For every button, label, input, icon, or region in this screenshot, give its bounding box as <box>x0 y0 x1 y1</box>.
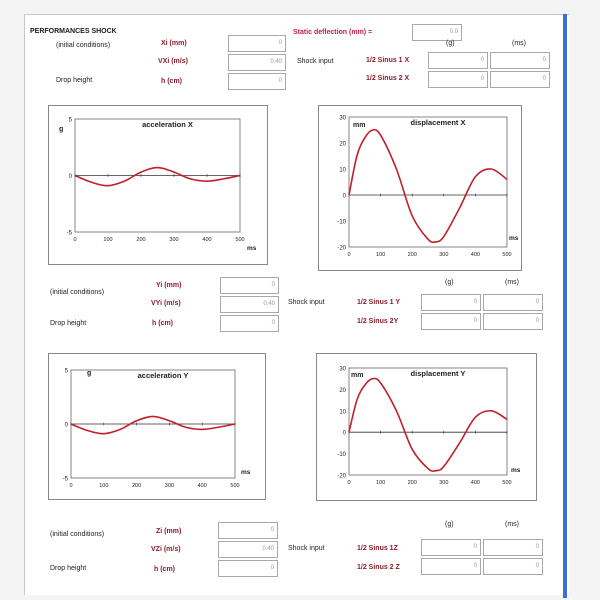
y-tick-label: 10 <box>339 409 346 416</box>
shock2-g-input[interactable]: 0 <box>421 313 481 330</box>
y-tick-label: -20 <box>337 473 346 480</box>
x-tick-label: 300 <box>439 480 449 486</box>
displacement-x-chart <box>319 106 521 270</box>
y-tick-label: 30 <box>339 366 346 373</box>
vxi-input[interactable]: 0.40 <box>228 54 286 71</box>
xi-input[interactable]: 0 <box>228 35 286 52</box>
vxi-param-label: VXi (m/s) <box>158 58 188 65</box>
zi-input[interactable]: 0 <box>218 522 278 539</box>
x-tick-label: 300 <box>439 252 449 258</box>
x-axis-label: ms <box>247 245 257 252</box>
plot-area <box>349 368 507 475</box>
initial-conditions-label: (initial conditions) <box>50 531 105 538</box>
shock-input-label: Shock input <box>288 299 325 306</box>
y-tick-label: 20 <box>339 141 346 148</box>
yi-input[interactable]: 0 <box>220 277 279 294</box>
shock1-ms-input[interactable]: 0 <box>490 52 550 69</box>
chart-title: displacement Y <box>410 369 466 378</box>
y-tick-label: 5 <box>64 368 68 375</box>
shock1-g-input[interactable]: 0 <box>421 539 481 556</box>
x-tick-label: 400 <box>470 480 480 486</box>
zi-param-label: Zi (mm) <box>156 528 182 535</box>
vzi-input[interactable]: 0.40 <box>218 541 278 558</box>
yi-param-label: Yi (mm) <box>156 282 182 289</box>
y-tick-label: 30 <box>339 115 346 122</box>
y-tick-label: 0 <box>342 430 346 437</box>
y-tick-label: 10 <box>339 167 346 174</box>
initial-conditions-label: (initial conditions) <box>56 42 111 49</box>
y-tick-label: 5 <box>68 117 72 124</box>
acceleration-y-chart <box>49 354 265 499</box>
page-title: PERFORMANCES SHOCK <box>30 28 117 35</box>
shock1-g-input[interactable]: 0 <box>428 52 488 69</box>
y-tick-label: 0 <box>64 422 68 429</box>
shock2-ms-input[interactable]: 0 <box>483 313 543 330</box>
unit-g-label: (g) <box>446 40 455 47</box>
y-tick-label: 0 <box>68 174 72 180</box>
x-tick-label: 100 <box>376 252 386 258</box>
blue-border-line <box>563 14 567 598</box>
h-input[interactable]: 0 <box>218 560 278 577</box>
x-tick-label: 300 <box>164 483 174 489</box>
chart-title: acceleration X <box>142 120 193 129</box>
unit-ms-label: (ms) <box>512 40 526 47</box>
acceleration-x-chart-panel <box>48 105 268 265</box>
y-axis-label: g <box>59 126 64 133</box>
h-param-label: h (cm) <box>152 320 173 327</box>
x-tick-label: 500 <box>230 483 240 489</box>
x-tick-label: 100 <box>376 480 386 486</box>
acceleration-y-chart-panel <box>48 353 266 500</box>
x-axis-label: ms <box>509 235 519 242</box>
y-tick-label: -20 <box>337 245 346 252</box>
x-tick-label: 400 <box>202 237 212 243</box>
shock2-ms-input[interactable]: 0 <box>483 558 543 575</box>
shock1-label: 1/2 Sinus 1Z <box>357 545 398 552</box>
shock1-label: 1/2 Sinus 1 Y <box>357 299 401 306</box>
unit-ms-label: (ms) <box>505 279 519 286</box>
y-tick-label: -5 <box>62 476 68 483</box>
y-axis-label: g <box>87 370 92 377</box>
shock2-g-input[interactable]: 0 <box>421 558 481 575</box>
displacement-x-chart-panel <box>318 105 522 271</box>
y-tick-label: -10 <box>337 219 346 226</box>
x-tick-label: 0 <box>69 483 73 489</box>
x-axis-label: ms <box>511 467 521 474</box>
x-axis-label: ms <box>241 469 251 476</box>
shock2-label: 1/2 Sinus 2 Z <box>357 564 400 571</box>
static-deflection-label: Static deflection (mm) = <box>293 29 373 36</box>
y-axis-label: mm <box>353 122 366 129</box>
drop-height-label: Drop height <box>50 565 87 572</box>
y-axis-label: mm <box>351 372 364 379</box>
shock2-label: 1/2 Sinus 2 X <box>366 75 410 82</box>
y-tick-label: 0 <box>342 193 346 200</box>
plot-area <box>349 117 507 247</box>
vyi-param-label: VYi (m/s) <box>151 300 181 307</box>
h-input[interactable]: 0 <box>220 315 279 332</box>
static-deflection-input[interactable]: 0.0 <box>412 24 462 41</box>
chart-title: acceleration Y <box>137 371 189 380</box>
x-tick-label: 500 <box>502 480 512 486</box>
x-tick-label: 0 <box>347 480 351 486</box>
x-tick-label: 200 <box>407 252 417 258</box>
shock1-label: 1/2 Sinus 1 X <box>366 57 410 64</box>
x-tick-label: 200 <box>136 237 146 243</box>
shock1-g-input[interactable]: 0 <box>421 294 481 311</box>
xi-param-label: Xi (mm) <box>161 40 187 47</box>
y-tick-label: 20 <box>339 387 346 394</box>
x-tick-label: 0 <box>347 252 351 258</box>
shock2-label: 1/2 Sinus 2Y <box>357 318 399 325</box>
unit-g-label: (g) <box>445 279 454 286</box>
vyi-input[interactable]: 0.40 <box>220 296 279 313</box>
h-param-label: h (cm) <box>154 566 175 573</box>
x-tick-label: 300 <box>169 237 179 243</box>
acceleration-x-chart <box>49 106 267 264</box>
x-tick-label: 0 <box>73 237 77 243</box>
h-input[interactable]: 0 <box>228 73 286 90</box>
y-tick-label: -5 <box>66 230 72 237</box>
unit-g-label: (g) <box>445 521 454 528</box>
unit-ms-label: (ms) <box>505 521 519 528</box>
initial-conditions-label: (initial conditions) <box>50 289 105 296</box>
shock2-ms-input[interactable]: 0 <box>490 71 550 88</box>
shock1-ms-input[interactable]: 0 <box>483 539 543 556</box>
x-tick-label: 100 <box>99 483 109 489</box>
x-tick-label: 200 <box>132 483 142 489</box>
y-tick-label: -10 <box>337 452 346 459</box>
x-tick-label: 400 <box>197 483 207 489</box>
displacement-y-chart <box>317 354 536 500</box>
shock-input-label: Shock input <box>297 58 334 65</box>
h-param-label: h (cm) <box>161 78 182 85</box>
x-tick-label: 200 <box>407 480 417 486</box>
chart-title: displacement X <box>410 118 466 127</box>
x-tick-label: 500 <box>235 237 245 243</box>
drop-height-label: Drop height <box>56 77 93 84</box>
shock1-ms-input[interactable]: 0 <box>483 294 543 311</box>
vzi-param-label: VZi (m/s) <box>151 546 181 553</box>
x-tick-label: 100 <box>103 237 113 243</box>
x-tick-label: 500 <box>502 252 512 258</box>
shock-input-label: Shock input <box>288 545 325 552</box>
drop-height-label: Drop height <box>50 320 87 327</box>
displacement-y-chart-panel <box>316 353 537 501</box>
x-tick-label: 400 <box>470 252 480 258</box>
shock2-g-input[interactable]: 0 <box>428 71 488 88</box>
